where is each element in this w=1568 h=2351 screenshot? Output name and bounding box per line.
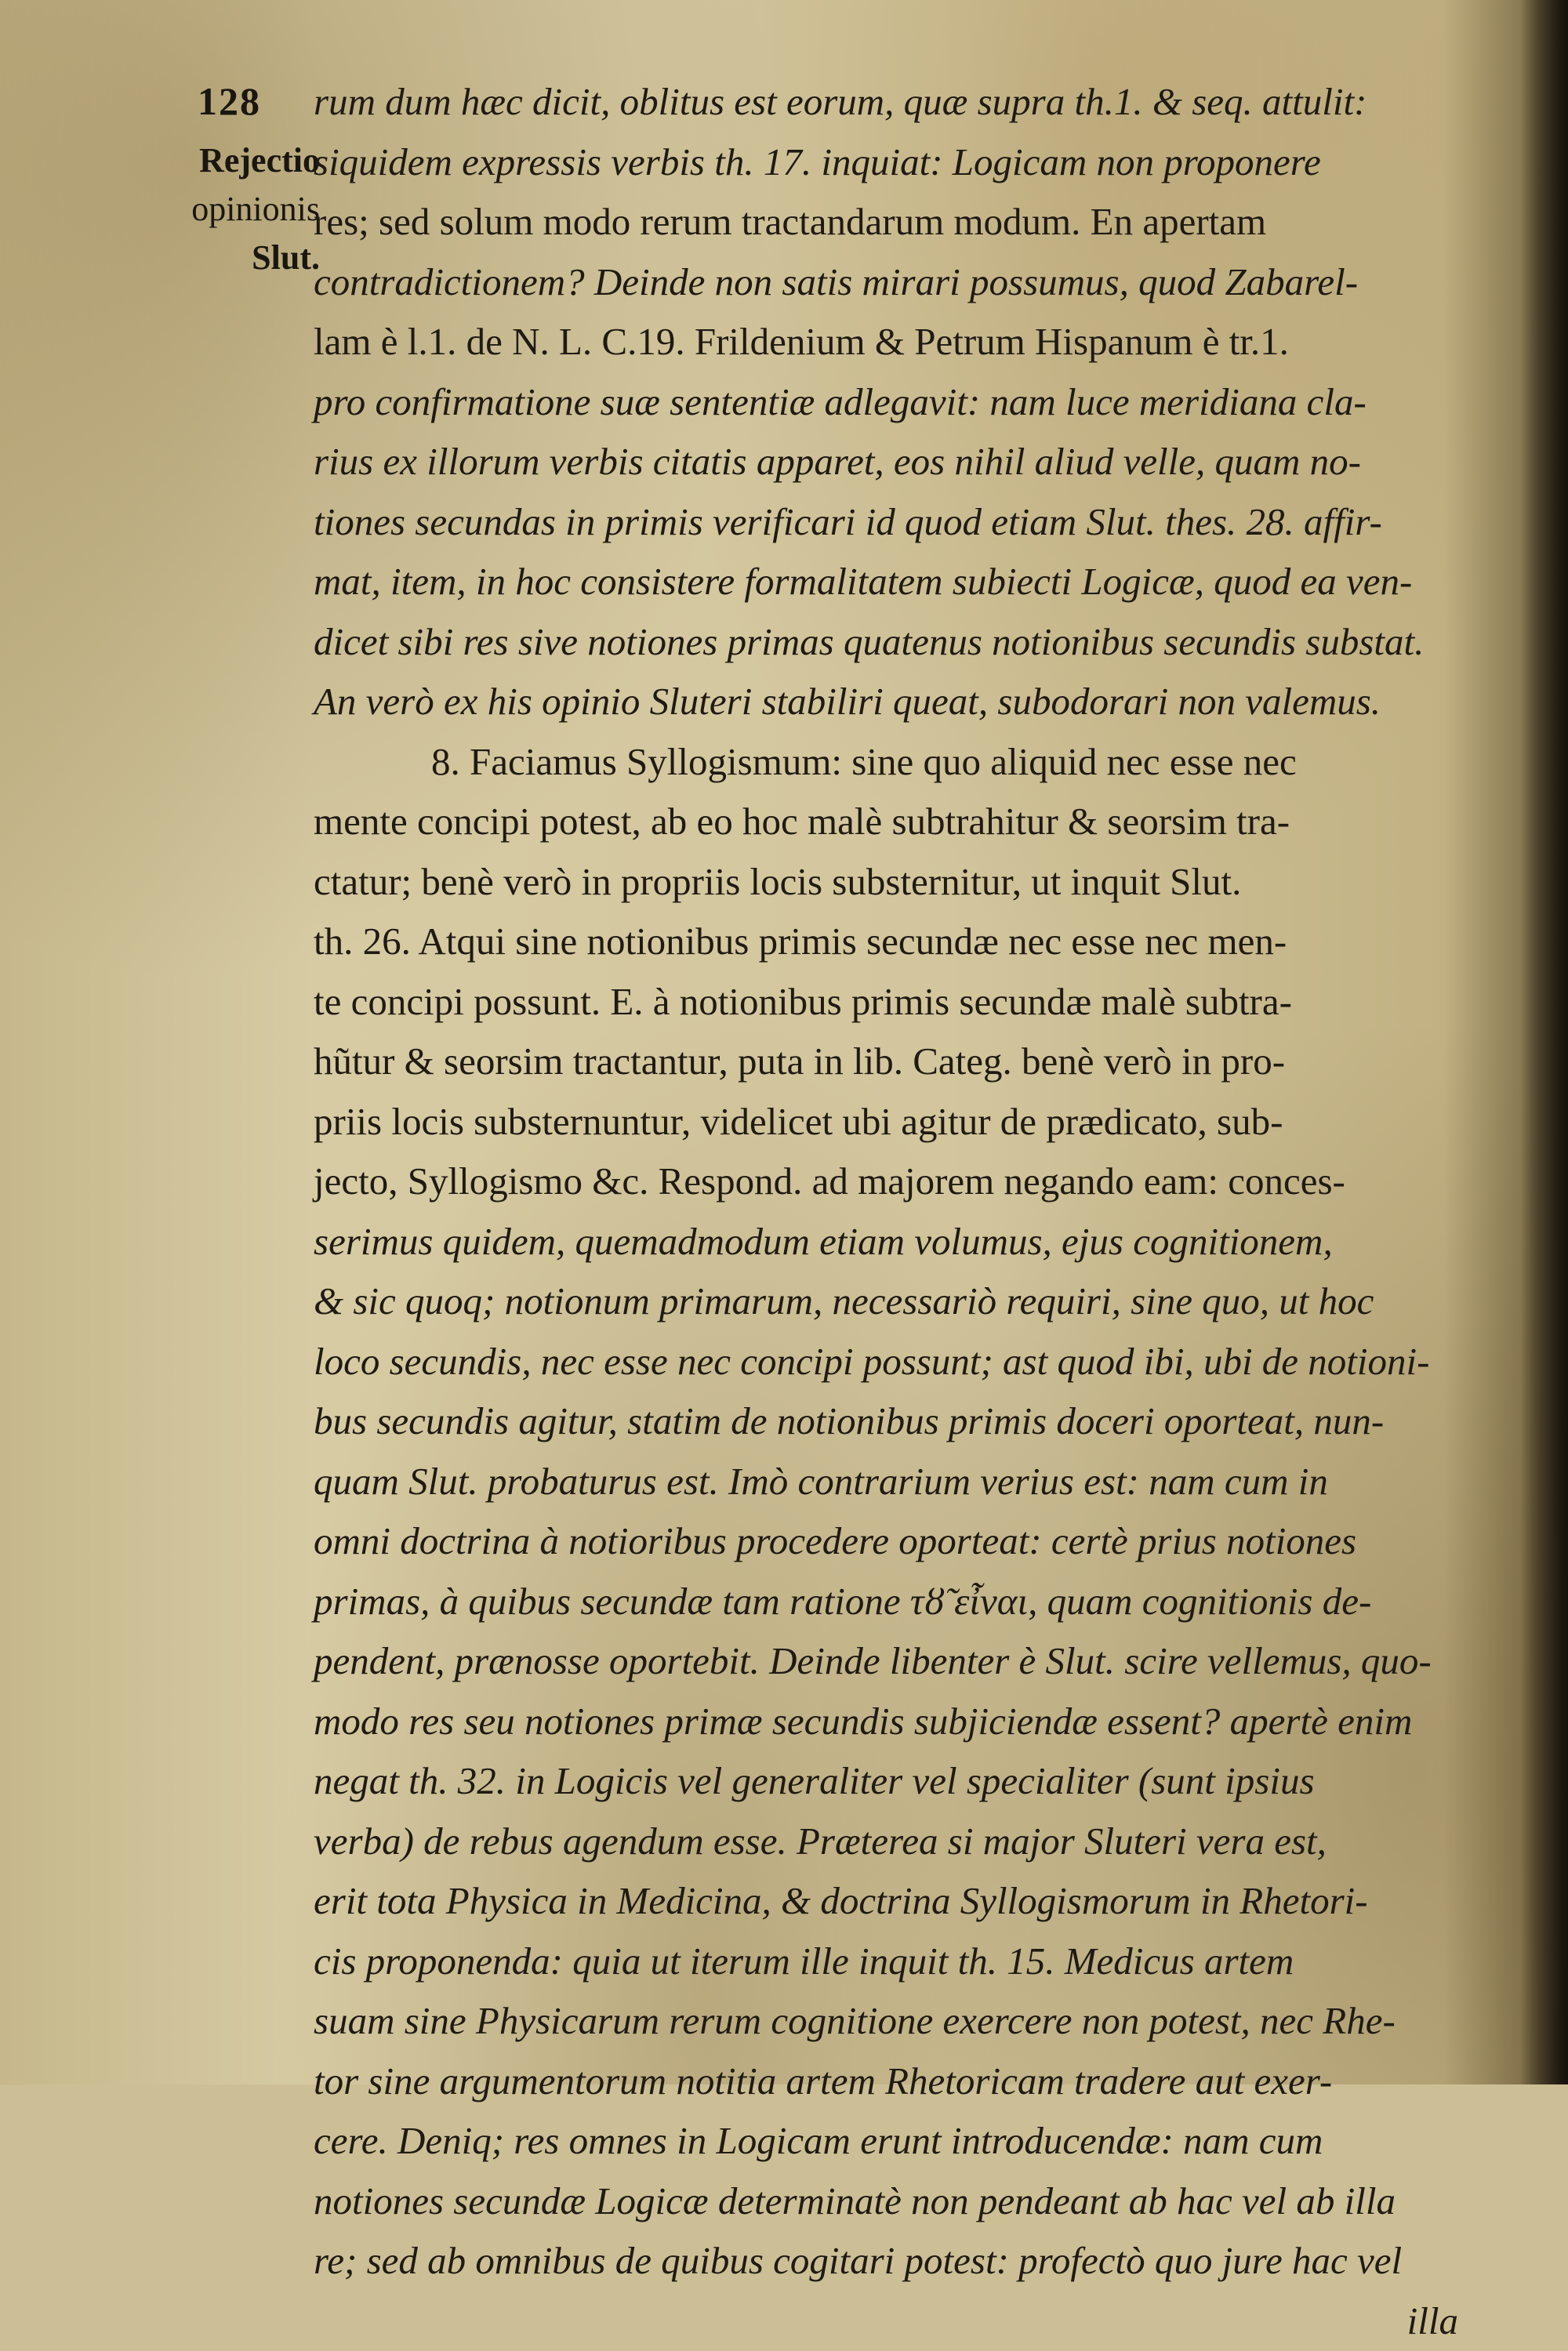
marginal-note-line: Rejectio — [132, 136, 320, 185]
body-text — [314, 72, 1490, 2351]
binding-shadow — [1521, 0, 1568, 2084]
text-line: siquidem expressis verbis th. 17. inquiat: Logicam non proponere — [314, 132, 1490, 193]
text-line: serimus quidem, quemadmodum etiam volumus, ejus cognitionem, — [314, 1212, 1490, 1272]
text-line: jecto, Syllogismo &c. Respond. ad majorem negando eam: conces- — [314, 1152, 1490, 1212]
text-line: rum dum hæc dicit, oblitus est eorum, quæ supra th.1. & seq. attulit: — [314, 72, 1490, 132]
text-line: negat th. 32. in Logicis vel generaliter vel specialiter (sunt ipsius — [314, 1751, 1490, 1812]
text-line: bus secundis agitur, statim de notionibus primis doceri oporteat, nun- — [314, 1391, 1490, 1452]
text-line: contradictionem? Deinde non satis mirari possumus, quod Zabarel- — [314, 252, 1490, 313]
catchword: illa — [314, 2291, 1490, 2351]
marginal-note-line: opinionis — [132, 185, 320, 234]
text-line: re; sed ab omnibus de quibus cogitari potest: profectò quo jure hac vel — [314, 2231, 1490, 2291]
marginal-note-line: Slut. — [132, 234, 320, 282]
page-number: 128 — [198, 78, 261, 124]
text-line: 8. Faciamus Syllogismum: sine quo aliquid nec esse nec — [314, 732, 1490, 793]
marginal-note — [132, 136, 320, 282]
text-line: pendent, prænosse oportebit. Deinde libenter è Slut. scire vellemus, quo- — [314, 1631, 1490, 1692]
text-line: loco secundis, nec esse nec concipi possunt; ast quod ibi, ubi de notioni- — [314, 1332, 1490, 1392]
text-line: hũtur & seorsim tractantur, puta in lib. Categ. benè verò in pro- — [314, 1032, 1490, 1092]
text-line: mente concipi potest, ab eo hoc malè subtrahitur & seorsim tra- — [314, 792, 1490, 852]
text-line: res; sed solum modo rerum tractandarum modum. En apertam — [314, 192, 1490, 252]
text-line: lam è l.1. de N. L. C.19. Frildenium & Petrum Hispanum è tr.1. — [314, 312, 1490, 372]
text-line: tiones secundas in primis verificari id quod etiam Slut. thes. 28. affir- — [314, 492, 1490, 553]
text-line: suam sine Physicarum rerum cognitione exercere non potest, nec Rhe- — [314, 1991, 1490, 2052]
text-line: & sic quoq; notionum primarum, necessariò requiri, sine quo, ut hoc — [314, 1272, 1490, 1332]
text-line: priis locis substernuntur, videlicet ubi agitur de prædicato, sub- — [314, 1092, 1490, 1152]
text-line: rius ex illorum verbis citatis apparet, eos nihil aliud velle, quam no- — [314, 432, 1490, 492]
text-line: tor sine argumentorum notitia artem Rhetoricam tradere aut exer- — [314, 2052, 1490, 2112]
text-line: cis proponenda: quia ut iterum ille inquit th. 15. Medicus artem — [314, 1932, 1490, 1992]
text-line: mat, item, in hoc consistere formalitatem subiecti Logicæ, quod ea ven- — [314, 552, 1490, 612]
text-line: notiones secundæ Logicæ determinatè non pendeant ab hac vel ab illa — [314, 2171, 1490, 2232]
text-line: th. 26. Atqui sine notionibus primis secundæ nec esse nec men- — [314, 912, 1490, 972]
text-line: modo res seu notiones primæ secundis subjiciendæ essent? apertè enim — [314, 1692, 1490, 1752]
text-line: dicet sibi res sive notiones primas quatenus notionibus secundis substat. — [314, 612, 1490, 673]
text-line: erit tota Physica in Medicina, & doctrina Syllogismorum in Rhetori- — [314, 1871, 1490, 1932]
text-line: primas, à quibus secundæ tam ratione τȣ̃ εἶναι, quam cognitionis de- — [314, 1572, 1490, 1632]
text-line: quam Slut. probaturus est. Imò contrarium verius est: nam cum in — [314, 1452, 1490, 1512]
text-line: cere. Deniq; res omnes in Logicam erunt introducendæ: nam cum — [314, 2111, 1490, 2171]
text-line: pro confirmatione suæ sententiæ adlegavit: nam luce meridiana cla- — [314, 372, 1490, 433]
text-line: ctatur; benè verò in propriis locis substernitur, ut inquit Slut. — [314, 852, 1490, 912]
text-line: An verò ex his opinio Sluteri stabiliri queat, subodorari non valemus. — [314, 672, 1490, 732]
text-line: omni doctrina à notioribus procedere oporteat: certè prius notiones — [314, 1511, 1490, 1572]
text-line: verba) de rebus agendum esse. Præterea si major Sluteri vera est, — [314, 1812, 1490, 1872]
text-line: te concipi possunt. E. à notionibus primis secundæ malè subtra- — [314, 972, 1490, 1032]
